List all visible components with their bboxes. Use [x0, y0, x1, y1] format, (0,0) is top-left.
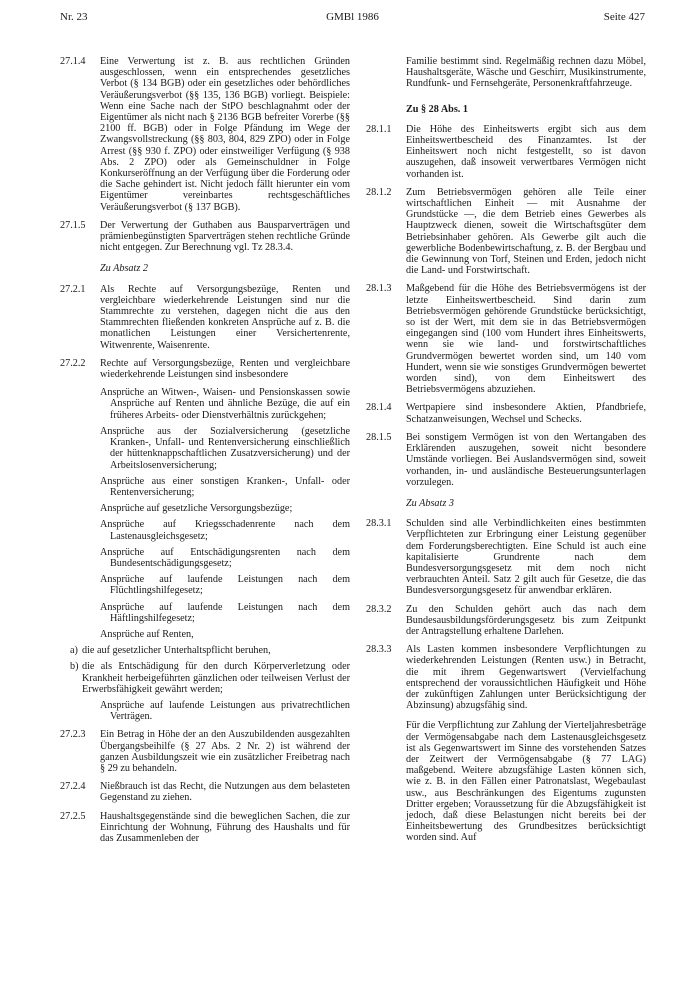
- section-27-2-5: [60, 811, 350, 845]
- section-text: Schulden sind alle Verbindlichkeiten eines bestimmten Verpflichteten zur Erbringung einer Leistung gegenüber dem Forderungsberechtigten. Eine Schuld ist auch eine kapitalisierte Grundrente nach dem Bundesversorgungsgesetz mit dem noch nicht verbrauchten Anteil. Satz 2 gilt auch für Gesetze, die das Bundesversorgungsgesetz für anwendbar erklären.: [406, 518, 646, 597]
- section-number: 27.2.3: [60, 729, 86, 741]
- continuation-text: Familie bestimmt sind. Regelmäßig rechnen dazu Möbel, Haushaltsgeräte, Wäsche und Geschirr, Musikinstrumente, Rundfunk- und Fernsehgeräte, Personenkraftfahrzeuge.: [406, 56, 646, 90]
- section-28-1-1: [366, 124, 646, 180]
- section-27-2-3: [60, 729, 350, 774]
- section-text: Nießbrauch ist das Recht, die Nutzungen aus dem belasteten Gegenstand zu ziehen.: [100, 781, 350, 804]
- journal-title: GMBl 1986: [326, 11, 379, 23]
- list-item: Ansprüche auf laufende Leistungen nach dem Häftlingshilfegesetz;: [100, 601, 350, 624]
- list-item: Ansprüche aus der Sozialversicherung (gesetzliche Kranken-, Unfall- und Rentenversicherung einschließlich der hüttenknappschaftlichen Zusatzversicherung) und der Arbeitslosenversicherung;: [100, 425, 350, 471]
- section-text-paragraph-2: Für die Verpflichtung zur Zahlung der Vierteljahresbeträge der Vermögensabgabe nach dem Lastenausgleichsgesetz ist als Gegenwartswert im Sinne des vorstehenden Satzes der Zeitwert der Vermögensabgabe (§ 77 LAG) maßgebend. Weitere abzugsfähige Lasten können sich, wie z. B. in den Fällen einer Patronatslast, Wegebaulast usw., aus Beschränkungen des Eigentums zugunsten Dritter ergeben; Voraussetzung für die Abzugsfähigkeit ist jedoch, daß diese Belastungen nicht bereits bei der Einheitsbewertung des Grundbesitzes berücksichtigt worden sind. Auf: [406, 720, 646, 844]
- list-item: Ansprüche auf Entschädigungsrenten nach dem Bundesentschädigungsgesetz;: [100, 546, 350, 569]
- section-27-1-4: [60, 56, 350, 213]
- section-text: Bei sonstigem Vermögen ist von den Wertangaben des Erklärenden auszugehen, soweit nicht besondere Umstände vorliegen. Bei Auslandsvermögen sind, soweit vorhanden, in- und ausländische Besteuerungsunterlagen vorzulegen.: [406, 431, 646, 488]
- list-item: Ansprüche auf Kriegsschadenrente nach dem Lastenausgleichsgesetz;: [100, 519, 350, 542]
- section-number: 28.3.2: [366, 603, 392, 615]
- heading-par-28-abs-1: Zu § 28 Abs. 1: [406, 103, 468, 115]
- section-28-3-3: [366, 644, 646, 843]
- issue-number: Nr. 23: [60, 11, 88, 23]
- section-number: 28.1.4: [366, 402, 392, 414]
- heading-absatz-2: Zu Absatz 2: [100, 263, 148, 275]
- heading-absatz-3: Zu Absatz 3: [406, 497, 454, 509]
- section-number: 27.2.2: [60, 357, 86, 369]
- sub-item-label: b): [70, 661, 79, 673]
- section-text: Rechte auf Versorgungsbezüge, Renten und vergleichbare wiederkehrende Leistungen sind insbesondere: [100, 357, 350, 381]
- section-27-1-5: [60, 220, 350, 254]
- section-28-3-2: [366, 604, 646, 638]
- list-item: Ansprüche aus einer sonstigen Kranken-, Unfall- oder Rentenversicherung;: [100, 475, 350, 498]
- section-text: Zu den Schulden gehört auch das nach dem Bundesausbildungsförderungsgesetz bis zum Zeitpunkt der Antragstellung erhaltene Darlehen.: [406, 603, 646, 637]
- section-number: 27.2.4: [60, 781, 86, 793]
- section-text: Ein Betrag in Höhe der an den Auszubildenden ausgezahlten Übergangsbeihilfe (§ 27 Abs. 2 Nr. 2) ist während der ganzen Ausbildungszeit wie ein zusätzlicher Freibetrag nach § 29 zu behandeln.: [100, 729, 350, 774]
- section-28-1-2: [366, 187, 646, 277]
- page-number: Seite 427: [603, 11, 645, 23]
- section-number: 28.3.1: [366, 518, 392, 530]
- section-number: 27.1.4: [60, 56, 86, 67]
- section-text: Der Verwertung der Guthaben aus Bausparverträgen und prämienbegünstigten Sparverträgen stehen rechtliche Gründe nicht entgegen. Zur Berechnung vgl. Tz 28.3.4.: [100, 219, 350, 254]
- list-item: Ansprüche auf Renten,: [100, 628, 194, 640]
- section-28-1-4: [366, 402, 646, 424]
- section-number: 28.3.3: [366, 644, 392, 656]
- section-number: 28.1.1: [366, 123, 392, 135]
- section-number: 27.2.5: [60, 810, 86, 822]
- section-number: 28.1.2: [366, 186, 392, 198]
- section-number: 28.1.3: [366, 283, 392, 295]
- section-number: 27.1.5: [60, 219, 86, 231]
- section-28-1-3: [366, 283, 646, 395]
- section-text: Maßgebend für die Höhe des Betriebsvermögens ist der letzte Einheitswertbescheid. Sind darin zum Betriebsvermögen gehörende Grundstücke berücksichtigt, so ist der Wert, mit dem sie in das Betriebsvermögen eingegangen sind (100 vom Hundert ihres Einheitswerts, wenn sie wie land- und forstwirtschaftliches Grundvermögen bewertet worden sind, um 140 vom Hundert, wenn sie wie sonstiges Grundvermögen bewertet worden sind), von dem Einheitswert des Betriebsvermögens abzuziehen.: [406, 283, 646, 396]
- list-item: Ansprüche auf gesetzliche Versorgungsbezüge;: [100, 503, 293, 515]
- left-column: [60, 56, 350, 851]
- section-28-3-1: [366, 518, 646, 596]
- section-27-2-2: [60, 358, 350, 380]
- right-column: [366, 56, 646, 851]
- page-header: [60, 11, 645, 27]
- section-text: Als Lasten kommen insbesondere Verpflichtungen zu wiederkehrenden Leistungen (Renten usw.) in Betracht, die mit ihrem Gegenwartswert (Vervielfachung entsprechend der voraussichtlichen Häufigkeit und Höhe der zukünftigen Zahlungen unter Berücksichtigung der Abzinsung) abzugsfähig sind.: [406, 644, 646, 712]
- section-text: Haushaltsgegenstände sind die beweglichen Sachen, die zur Einrichtung der Wohnung, Führung des Haushalts und für das Zusammenleben der: [100, 810, 350, 844]
- section-text: Die Höhe des Einheitswerts ergibt sich aus dem Einheitswertbescheid des Finanzamtes. Ist der Einheitswert noch nicht festgestellt, so ist davon auszugehen, daß insoweit verwertbares Vermögen nicht vorhanden ist.: [406, 123, 646, 180]
- sub-item-text: die als Entschädigung für den durch Körperverletzung oder Krankheit herbeigeführten gänzlichen oder teilweisen Verlust der Erwerbsfähigkeit gewährt werden;: [82, 661, 350, 695]
- section-text: Zum Betriebsvermögen gehören alle Teile einer wirtschaftlichen Einheit — mit Ausnahme der Grundstücke —, die dem Betrieb eines Gewerbes als Hauptzweck dienen, soweit die Wirtschaftsgüter dem Betriebsinhaber gehören. Als Gewerbe gilt auch die gewerbliche Bodenbewirtschaftung, z. B. der Bergbau und die Gewinnung von Torf, Steinen und Erden, jedoch nicht die Land- und Forstwirtschaft.: [406, 186, 646, 277]
- section-text: Als Rechte auf Versorgungsbezüge, Renten und vergleichbare wiederkehrende Leistungen sind nur die Stammrechte zu verstehen, dagegen nicht die aus den Stammrechten fließenden konkreten Ansprüche auf z. B. die monatlichen Leistungen einer Versichertenrente, Witwenrente, Waisenrente.: [100, 283, 350, 351]
- section-text: Eine Verwertung ist z. B. aus rechtlichen Gründen ausgeschlossen, wenn ein entsprechendes gesetzliches Verbot (§ 134 BGB) oder ein gesetzliches oder behördliches Veräußerungsverbot (§§ 135, 136 BGB) vorliegt. Beispiele: Wenn eine Sache nach der StPO beschlagnahmt oder der Eigentümer als nicht nach § 2136 BGB befreiter Vorerbe (§§ 2100 ff. BGB) oder in Folge Pfändung im Wege der Zwangsvollstreckung (§§ 803, 804, 829 ZPO) oder in Folge Arrest (§§ 930 f. ZPO) oder einstweiliger Verfügung (§ 938 Abs. 2 ZPO) oder als Gemeinschuldner in Folge Konkurseröffnung an der Verfügung über die Forderung oder die Sache gehindert ist. Nicht jedoch fällt hierunter ein vom Eigentümer vereinbartes rechtsgeschäftliches Veräußerungsverbot (§ 137 BGB).: [100, 56, 350, 213]
- sub-item-a: [60, 645, 350, 656]
- list-item: Ansprüche auf laufende Leistungen nach dem Flüchtlingshilfegesetz;: [100, 574, 350, 597]
- section-number: 27.2.1: [60, 283, 86, 295]
- section-27-2-4: [60, 781, 350, 803]
- section-number: 28.1.5: [366, 431, 392, 443]
- section-text: Wertpapiere sind insbesondere Aktien, Pfandbriefe, Schatzanweisungen, Wechsel und Schecks.: [406, 402, 646, 425]
- sub-item-label: a): [70, 645, 78, 657]
- sub-item-text: die auf gesetzlicher Unterhaltspflicht beruhen,: [82, 645, 271, 657]
- section-27-2-1: [60, 284, 350, 351]
- sub-item-b: [60, 661, 350, 695]
- section-28-1-5: [366, 432, 646, 488]
- list-item: Ansprüche auf laufende Leistungen aus privatrechtlichen Verträgen.: [100, 699, 350, 723]
- list-item: Ansprüche an Witwen-, Waisen- und Pensionskassen sowie Ansprüche auf Renten und ähnliche Bezüge, die auf ein früheres Arbeits- oder Dienstverhältnis zurückgehen;: [100, 387, 350, 421]
